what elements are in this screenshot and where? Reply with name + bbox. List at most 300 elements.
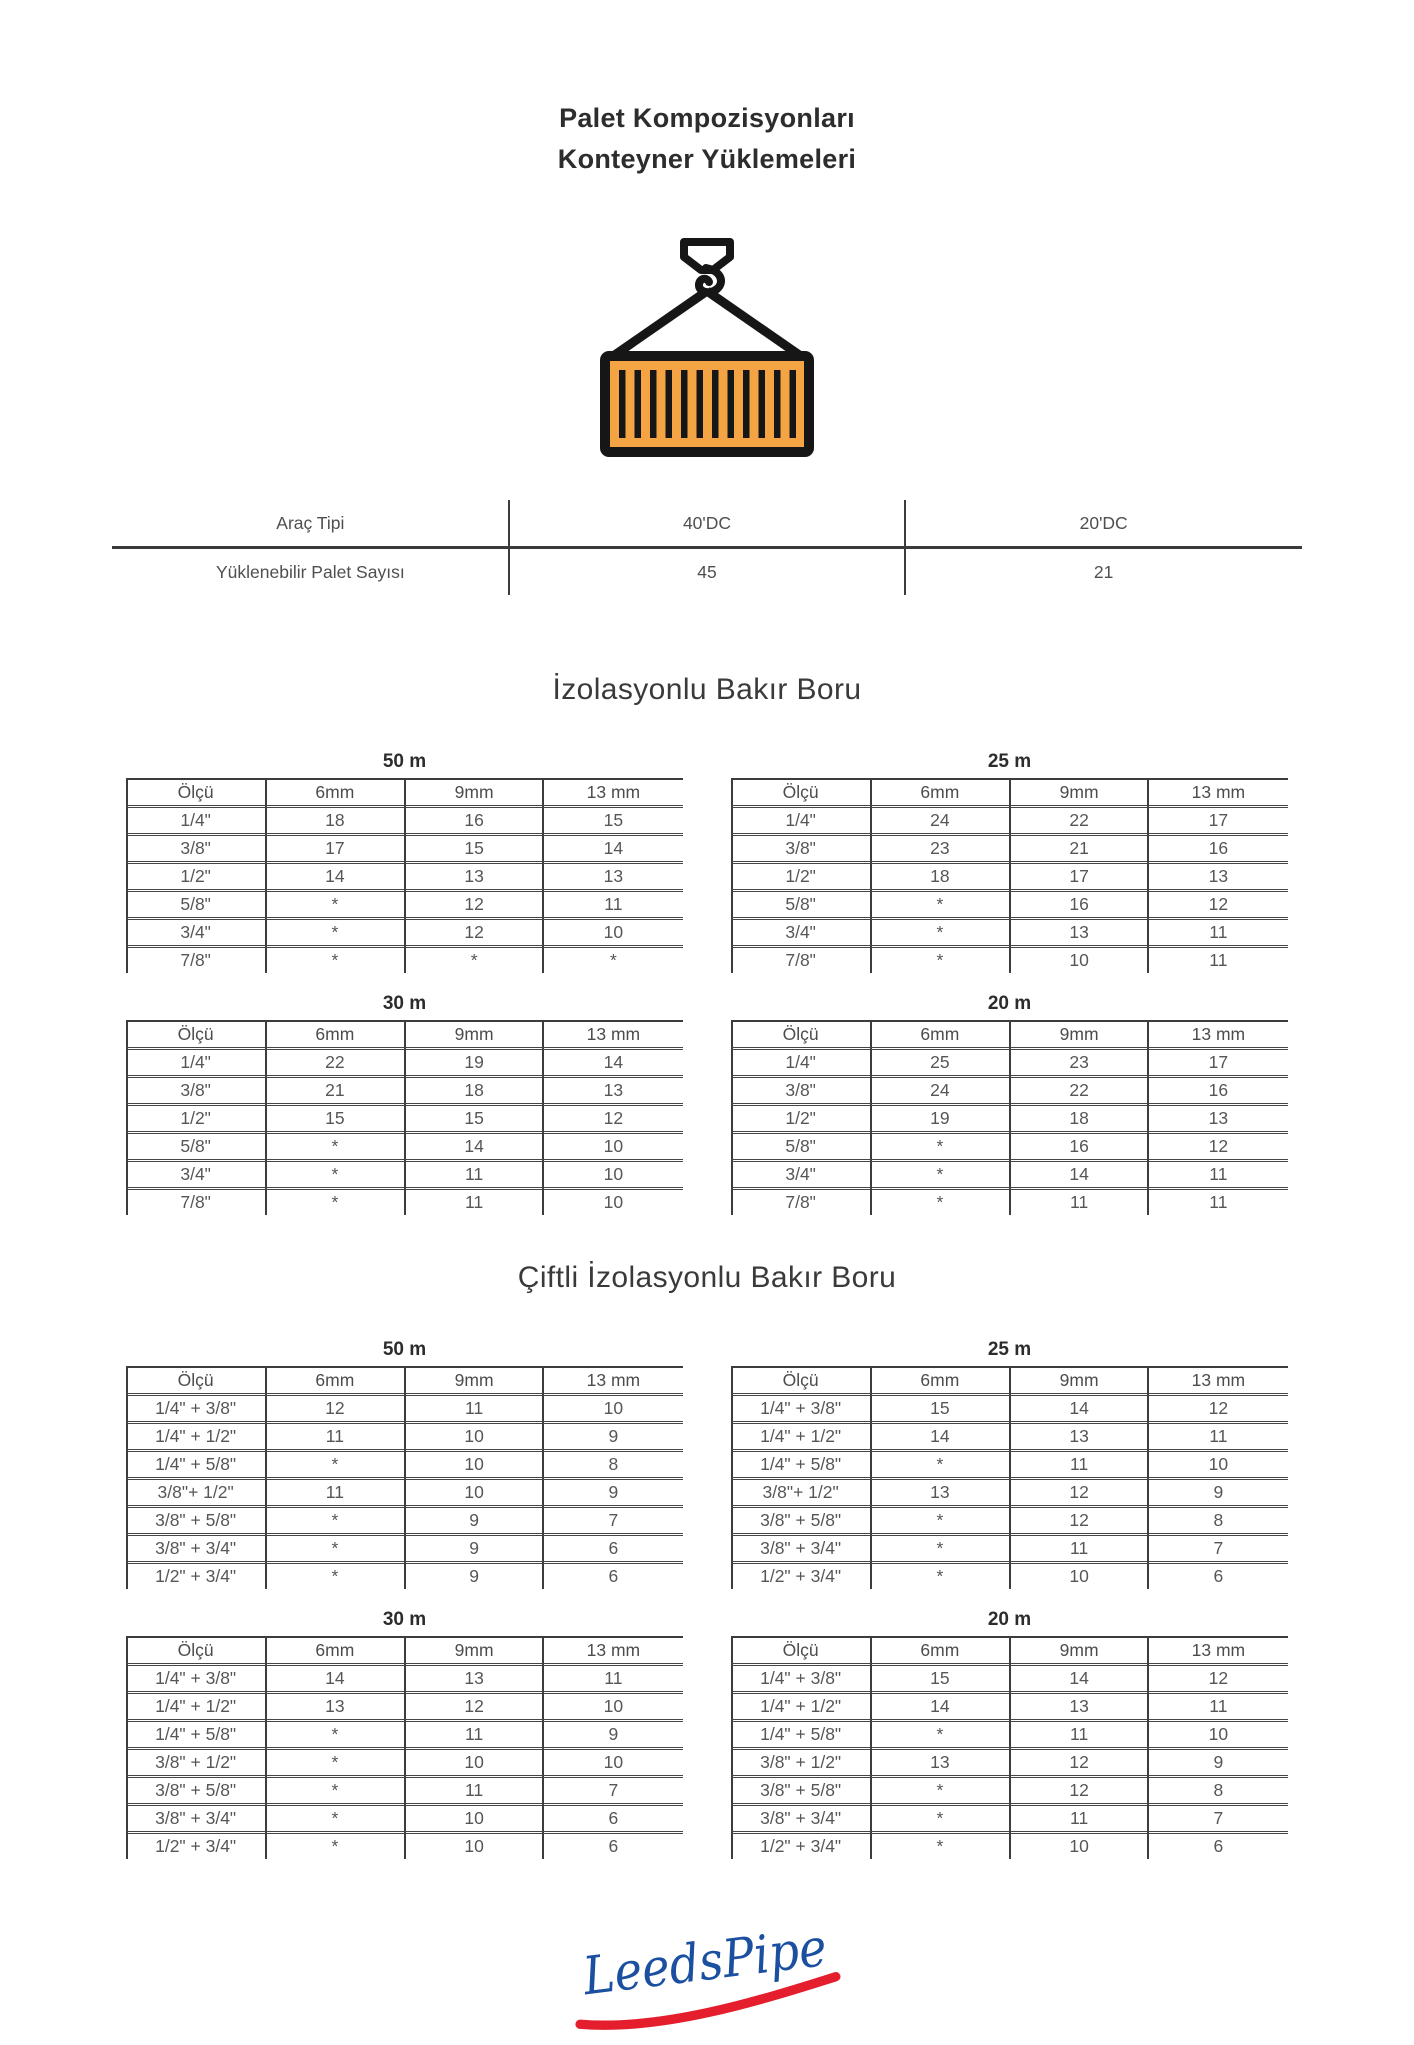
value-cell: 15 <box>603 810 624 830</box>
value-cell: * <box>936 1136 944 1156</box>
value-cell: 14 <box>1069 1398 1089 1418</box>
value-cell: 13 <box>1069 1696 1089 1716</box>
value-cell: 19 <box>930 1108 950 1128</box>
value-cell: * <box>936 1836 944 1856</box>
value-cell: 7 <box>608 1780 619 1800</box>
table-row <box>731 1833 1288 1860</box>
value-cell: 12 <box>1208 1398 1229 1418</box>
row-label-cell: 3/8" + 5/8" <box>760 1780 842 1800</box>
row-label-cell: 1/2" + 3/4" <box>155 1566 237 1586</box>
table-row <box>126 1693 683 1721</box>
row-label-cell: 1/2" + 3/4" <box>760 1566 842 1586</box>
value-cell: 12 <box>1208 1668 1229 1688</box>
value-cell: 18 <box>325 810 345 830</box>
value-cell: 13 <box>1069 922 1089 942</box>
pipe-table-insulated-30m <box>126 993 683 1215</box>
row-label-cell: 1/2" <box>180 866 211 886</box>
value-cell: 6 <box>608 1538 619 1558</box>
value-cell: 10 <box>603 922 624 942</box>
section-heading-double-insulated: Çiftli İzolasyonlu Bakır Boru <box>517 1261 897 1294</box>
value-cell: 10 <box>464 1482 484 1502</box>
value-cell: 25 <box>930 1052 950 1072</box>
value-cell: 9 <box>469 1566 479 1586</box>
value-cell: * <box>331 1808 339 1828</box>
value-cell: 7 <box>608 1510 619 1530</box>
value-cell: * <box>331 1538 339 1558</box>
row-label-cell: 7/8" <box>180 1192 211 1212</box>
section-heading-insulated: İzolasyonlu Bakır Boru <box>552 673 862 706</box>
value-cell: 15 <box>930 1668 950 1688</box>
table-row <box>731 1479 1288 1507</box>
table-row <box>731 1423 1288 1451</box>
value-cell: 14 <box>325 1668 345 1688</box>
header-row <box>126 1021 683 1049</box>
value-cell: 40'DC <box>509 500 906 548</box>
value-cell: 11 <box>1070 1454 1089 1474</box>
value-cell: * <box>936 922 944 942</box>
table-row <box>126 835 683 863</box>
value-cell: 14 <box>603 1052 624 1072</box>
row-label-cell: 1/4" + 5/8" <box>760 1724 842 1744</box>
value-cell: 10 <box>603 1398 624 1418</box>
table-title: 50 m <box>382 1339 427 1360</box>
row-label-cell: 1/4" <box>785 1052 816 1072</box>
table-title: 25 m <box>987 751 1032 772</box>
column-header: Ölçü <box>177 1024 214 1044</box>
value-cell: 18 <box>1069 1108 1089 1128</box>
value-cell: 23 <box>1069 1052 1089 1072</box>
value-cell: 11 <box>1209 950 1228 970</box>
value-cell: 14 <box>464 1136 484 1156</box>
value-cell: 12 <box>1069 1752 1089 1772</box>
value-cell: 9 <box>608 1426 619 1446</box>
value-cell: 10 <box>464 1454 484 1474</box>
column-header: 6mm <box>315 782 355 802</box>
value-cell: 17 <box>1069 866 1089 886</box>
table-row <box>731 1721 1288 1749</box>
value-cell: 11 <box>1209 1192 1228 1212</box>
table-row <box>731 863 1288 891</box>
value-cell: 21 <box>1093 561 1114 582</box>
value-cell: 10 <box>603 1696 624 1716</box>
value-cell: 11 <box>325 1426 344 1446</box>
value-cell: 14 <box>1069 1164 1089 1184</box>
value-cell: 15 <box>464 838 484 858</box>
table-row <box>126 1749 683 1777</box>
row-label-cell: 1/4" + 5/8" <box>760 1454 842 1474</box>
table-row <box>731 919 1288 947</box>
value-cell: 17 <box>1208 810 1229 830</box>
row-label-cell: 3/8" <box>180 838 211 858</box>
page-title-line2: Konteyner Yüklemeleri <box>557 144 857 174</box>
value-cell: 10 <box>1069 1836 1089 1856</box>
value-cell: 12 <box>325 1398 345 1418</box>
insulated-tables-row-2 <box>0 993 1414 1215</box>
table-title: 20 m <box>987 993 1032 1014</box>
value-cell: 7 <box>1213 1538 1224 1558</box>
row-label-cell: 1/4" + 5/8" <box>155 1724 237 1744</box>
column-header: Ölçü <box>177 782 214 802</box>
table-title: 20 m <box>987 1609 1032 1630</box>
vehicle-table <box>112 500 1302 595</box>
pipe-table-insulated-25m <box>731 751 1288 973</box>
row-label-cell: 5/8" <box>180 1136 211 1156</box>
row-label-cell: 1/2" <box>785 866 816 886</box>
pipe-table-insulated-50m <box>126 751 683 973</box>
value-cell: * <box>936 1724 944 1744</box>
table-row <box>731 947 1288 974</box>
value-cell: 11 <box>1070 1724 1089 1744</box>
column-header: 13 mm <box>1191 1370 1246 1390</box>
page-title-line1: Palet Kompozisyonları <box>559 103 855 133</box>
value-cell: 18 <box>930 866 950 886</box>
leedspipe-logo-svg <box>567 1885 847 2045</box>
column-header: 6mm <box>315 1640 355 1660</box>
value-cell: 11 <box>465 1724 484 1744</box>
value-cell: 10 <box>603 1136 624 1156</box>
value-cell: * <box>936 1454 944 1474</box>
value-cell: 7 <box>1213 1808 1224 1828</box>
column-header: 6mm <box>920 1640 960 1660</box>
row-label-cell: 3/8" + 3/4" <box>155 1808 237 1828</box>
table-row <box>126 1507 683 1535</box>
column-header: Ölçü <box>782 1024 819 1044</box>
column-header: Ölçü <box>782 1640 819 1660</box>
value-cell: 13 <box>325 1696 345 1716</box>
value-cell: 8 <box>1213 1780 1224 1800</box>
value-cell: 24 <box>930 1080 950 1100</box>
table-row <box>126 1451 683 1479</box>
value-cell: 8 <box>1213 1510 1224 1530</box>
row-label-cell: Yüklenebilir Palet Sayısı <box>215 561 405 582</box>
value-cell: 13 <box>464 1668 484 1688</box>
table-title: 30 m <box>382 1609 427 1630</box>
value-cell: 6 <box>1213 1836 1224 1856</box>
value-cell: 11 <box>1070 1192 1089 1212</box>
column-header: Ölçü <box>177 1640 214 1660</box>
value-cell: * <box>331 894 339 914</box>
data-table <box>126 778 683 973</box>
value-cell: 11 <box>1209 1164 1228 1184</box>
column-header: 13 mm <box>1191 1024 1246 1044</box>
row-label-cell: 3/8" + 5/8" <box>155 1780 237 1800</box>
row-label-cell: 1/4" + 1/2" <box>760 1696 842 1716</box>
table-row <box>126 1189 683 1216</box>
row-label-cell: 1/4" + 1/2" <box>155 1696 237 1716</box>
row-label-cell: 1/2" <box>785 1108 816 1128</box>
table-title: 30 m <box>382 993 427 1014</box>
value-cell: 12 <box>1069 1510 1089 1530</box>
value-cell: 11 <box>1209 922 1228 942</box>
value-cell: 11 <box>325 1482 344 1502</box>
value-cell: 10 <box>1208 1454 1229 1474</box>
column-header: Ölçü <box>177 1370 214 1390</box>
table-row <box>126 1535 683 1563</box>
header-row <box>126 1637 683 1665</box>
row-label-cell: 3/8" + 1/2" <box>155 1752 237 1772</box>
value-cell: 10 <box>464 1808 484 1828</box>
table-title: 25 m <box>987 1339 1032 1360</box>
table-row <box>731 1693 1288 1721</box>
table-row <box>731 1189 1288 1216</box>
value-cell: 21 <box>325 1080 345 1100</box>
value-cell: 14 <box>1069 1668 1089 1688</box>
table-row <box>126 919 683 947</box>
row-label-cell: 3/8" <box>785 838 816 858</box>
value-cell: 16 <box>1208 838 1229 858</box>
table-row <box>112 500 1302 548</box>
value-cell: 18 <box>464 1080 484 1100</box>
value-cell: 16 <box>1069 1136 1089 1156</box>
table-row <box>126 1077 683 1105</box>
column-header: 9mm <box>1059 1024 1099 1044</box>
value-cell: * <box>331 1136 339 1156</box>
value-cell: 9 <box>608 1482 619 1502</box>
table-row <box>731 1749 1288 1777</box>
table-row <box>731 1161 1288 1189</box>
row-label-cell: 1/2" + 3/4" <box>155 1836 237 1856</box>
row-label-cell: 1/2" + 3/4" <box>760 1836 842 1856</box>
header-row <box>731 1021 1288 1049</box>
row-label-cell: 5/8" <box>785 1136 816 1156</box>
table-row <box>731 1563 1288 1590</box>
value-cell: 22 <box>325 1052 345 1072</box>
value-cell: 10 <box>1069 950 1089 970</box>
pipe-table-double-20m <box>731 1609 1288 1859</box>
table-row <box>126 1479 683 1507</box>
value-cell: * <box>331 1724 339 1744</box>
pipe-table-double-50m <box>126 1339 683 1589</box>
value-cell: 12 <box>1208 894 1229 914</box>
insulated-tables-row-1 <box>0 751 1414 973</box>
table-row <box>731 1507 1288 1535</box>
value-cell: 9 <box>469 1538 479 1558</box>
column-header: 6mm <box>920 782 960 802</box>
column-header: 9mm <box>1059 782 1099 802</box>
row-label-cell: 1/4" + 1/2" <box>155 1426 237 1446</box>
row-label-cell: 3/4" <box>785 922 816 942</box>
row-label-cell: 3/8" + 5/8" <box>155 1510 237 1530</box>
table-row <box>126 1133 683 1161</box>
column-header: Ölçü <box>782 782 819 802</box>
value-cell: 13 <box>464 866 484 886</box>
value-cell: * <box>470 950 478 970</box>
value-cell: 10 <box>464 1752 484 1772</box>
value-cell: 11 <box>465 1164 484 1184</box>
column-header: 6mm <box>315 1024 355 1044</box>
row-label-cell: 7/8" <box>785 950 816 970</box>
table-row <box>731 891 1288 919</box>
row-label-cell: 1/4" + 3/8" <box>760 1668 842 1688</box>
value-cell: 16 <box>1208 1080 1229 1100</box>
table-row <box>731 1105 1288 1133</box>
value-cell: 45 <box>697 561 717 582</box>
value-cell: * <box>936 1192 944 1212</box>
logo-text: LeedsPipe <box>579 1913 847 2008</box>
column-header: 9mm <box>454 1370 494 1390</box>
column-header: 6mm <box>920 1370 960 1390</box>
row-label-cell: 3/8"+ 1/2" <box>762 1482 839 1502</box>
value-cell: 6 <box>608 1566 619 1586</box>
column-header: 6mm <box>920 1024 960 1044</box>
table-row <box>731 1451 1288 1479</box>
data-table <box>731 1366 1288 1589</box>
value-cell: 20'DC <box>905 500 1302 548</box>
value-cell: 6 <box>608 1808 619 1828</box>
row-label-cell: 3/8" + 3/4" <box>155 1538 237 1558</box>
value-cell: * <box>936 1164 944 1184</box>
value-cell: * <box>331 1566 339 1586</box>
value-cell: * <box>936 1808 944 1828</box>
value-cell: 9 <box>1213 1752 1224 1772</box>
value-cell: * <box>331 1780 339 1800</box>
value-cell: 15 <box>930 1398 950 1418</box>
row-label-cell: 1/4" + 1/2" <box>760 1426 842 1446</box>
value-cell: 17 <box>1208 1052 1229 1072</box>
value-cell: 13 <box>603 866 624 886</box>
row-label-cell: 3/8"+ 1/2" <box>157 1482 234 1502</box>
column-header: 13 mm <box>1191 1640 1246 1660</box>
table-row <box>126 1049 683 1077</box>
column-header: Ölçü <box>782 1370 819 1390</box>
table-row <box>731 1049 1288 1077</box>
value-cell: 12 <box>1069 1482 1089 1502</box>
table-row <box>126 1721 683 1749</box>
row-label-cell: 7/8" <box>180 950 211 970</box>
value-cell: 13 <box>930 1482 950 1502</box>
row-label-cell: 3/8" + 1/2" <box>760 1752 842 1772</box>
value-cell: * <box>331 1836 339 1856</box>
value-cell: 11 <box>465 1780 484 1800</box>
row-label-cell: 1/4" + 3/8" <box>155 1398 237 1418</box>
table-row <box>126 1777 683 1805</box>
value-cell: 9 <box>469 1510 479 1530</box>
value-cell: 10 <box>464 1426 484 1446</box>
value-cell: 6 <box>608 1836 619 1856</box>
value-cell: 17 <box>325 838 345 858</box>
value-cell: 10 <box>1208 1724 1229 1744</box>
column-header: 13 mm <box>586 1370 641 1390</box>
header-row <box>126 779 683 807</box>
table-row <box>126 1833 683 1860</box>
value-cell: 11 <box>1070 1808 1089 1828</box>
table-row <box>126 1805 683 1833</box>
row-label-cell: 1/4" <box>785 810 816 830</box>
value-cell: * <box>936 1566 944 1586</box>
value-cell: 21 <box>1069 838 1089 858</box>
value-cell: * <box>936 1510 944 1530</box>
column-header: 9mm <box>454 782 494 802</box>
value-cell: 11 <box>465 1398 484 1418</box>
value-cell: 19 <box>464 1052 484 1072</box>
table-row <box>126 1161 683 1189</box>
value-cell: 12 <box>464 922 484 942</box>
value-cell: 10 <box>1069 1566 1089 1586</box>
value-cell: 15 <box>325 1108 345 1128</box>
row-label-cell: 7/8" <box>785 1192 816 1212</box>
table-row <box>126 1563 683 1590</box>
table-row <box>731 807 1288 835</box>
value-cell: 14 <box>930 1696 950 1716</box>
value-cell: 12 <box>464 894 484 914</box>
column-header: 13 mm <box>586 1640 641 1660</box>
value-cell: * <box>331 950 339 970</box>
value-cell: 10 <box>603 1192 624 1212</box>
row-label-cell: 1/4" + 3/8" <box>155 1668 237 1688</box>
row-label-cell: 1/4" + 3/8" <box>760 1398 842 1418</box>
table-row <box>126 1423 683 1451</box>
value-cell: 9 <box>1213 1482 1224 1502</box>
value-cell: 9 <box>608 1724 619 1744</box>
table-row <box>126 807 683 835</box>
value-cell: 14 <box>325 866 345 886</box>
value-cell: 23 <box>930 838 950 858</box>
value-cell: 13 <box>1208 866 1229 886</box>
value-cell: 13 <box>930 1752 950 1772</box>
row-label-cell: 3/8" + 3/4" <box>760 1538 842 1558</box>
table-row <box>112 548 1302 596</box>
row-label-cell: 1/4" <box>180 1052 211 1072</box>
row-label-cell: 1/2" <box>180 1108 211 1128</box>
value-cell: * <box>331 1510 339 1530</box>
value-cell: 10 <box>464 1836 484 1856</box>
value-cell: 10 <box>603 1164 624 1184</box>
column-header: 9mm <box>454 1024 494 1044</box>
data-table <box>126 1636 683 1859</box>
value-cell: 22 <box>1069 1080 1089 1100</box>
pipe-table-double-25m <box>731 1339 1288 1589</box>
table-row <box>126 891 683 919</box>
value-cell: * <box>331 922 339 942</box>
page-title <box>0 0 1414 180</box>
value-cell: 13 <box>1069 1426 1089 1446</box>
data-table <box>731 1020 1288 1215</box>
data-table <box>731 778 1288 973</box>
container-crane-icon-svg <box>587 234 827 486</box>
column-header: 13 mm <box>586 782 641 802</box>
value-cell: 13 <box>603 1080 624 1100</box>
table-row <box>731 1805 1288 1833</box>
column-header: 9mm <box>1059 1640 1099 1660</box>
table-row <box>126 863 683 891</box>
value-cell: * <box>936 1780 944 1800</box>
table-row <box>731 1665 1288 1693</box>
data-table <box>731 1636 1288 1859</box>
row-label-cell: 3/8" <box>180 1080 211 1100</box>
value-cell: 12 <box>603 1108 624 1128</box>
value-cell: 8 <box>608 1454 619 1474</box>
data-table <box>126 1020 683 1215</box>
value-cell: * <box>331 1752 339 1772</box>
double-insulated-tables-row-1 <box>0 1339 1414 1589</box>
double-insulated-tables-row-2 <box>0 1609 1414 1859</box>
column-header: 9mm <box>454 1640 494 1660</box>
value-cell: 10 <box>603 1752 624 1772</box>
header-row <box>126 1367 683 1395</box>
value-cell: 12 <box>1208 1136 1229 1156</box>
value-cell: 11 <box>1209 1426 1228 1446</box>
pipe-table-double-30m <box>126 1609 683 1859</box>
table-row <box>731 1777 1288 1805</box>
value-cell: 24 <box>930 810 950 830</box>
value-cell: * <box>331 1454 339 1474</box>
column-header: 13 mm <box>1191 782 1246 802</box>
row-label-cell: 5/8" <box>180 894 211 914</box>
row-label-cell: 5/8" <box>785 894 816 914</box>
row-label-cell: 1/4" <box>180 810 211 830</box>
value-cell: 15 <box>464 1108 484 1128</box>
value-cell: * <box>609 950 617 970</box>
